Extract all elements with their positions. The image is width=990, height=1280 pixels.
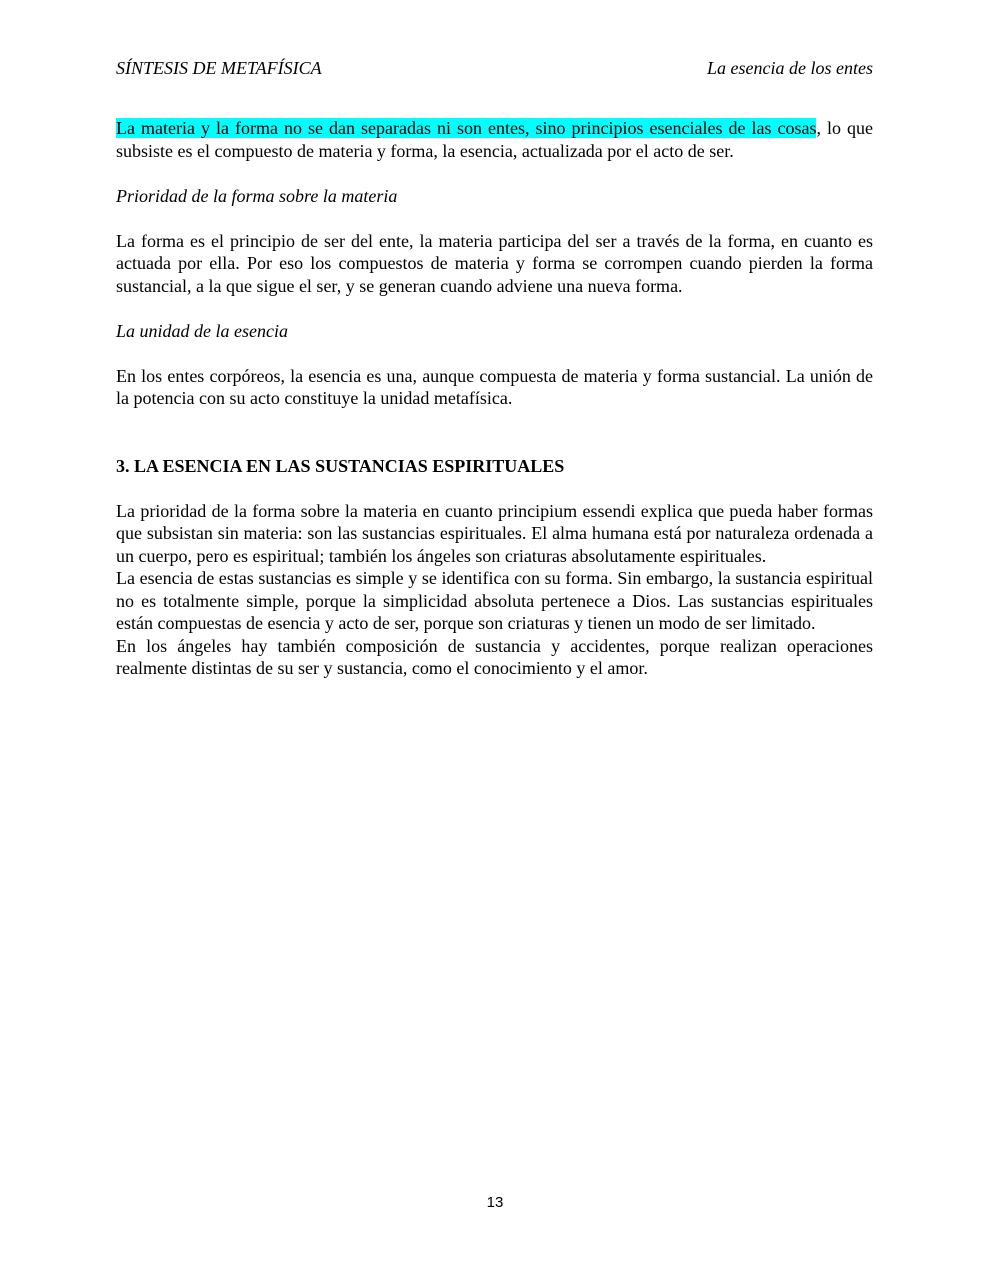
paragraph-prioridad: La forma es el principio de ser del ente, la materia participa del ser a través de la forma, en cuanto es actuada por ella. Por eso los compuestos de materia y forma se corrompen cuando pierden la forma sustancial, a la que sigue el ser, y se generan cuando adviene una nueva forma.	[116, 230, 873, 296]
page-body	[116, 117, 873, 680]
paragraph-unidad: En los entes corpóreos, la esencia es una, aunque compuesta de materia y forma sustancial. La unión de la potencia con su acto constituye la unidad metafísica.	[116, 365, 873, 408]
header-book-title: SÍNTESIS DE METAFÍSICA	[116, 58, 322, 78]
paragraph-sustancias-2: La esencia de estas sustancias es simple y se identifica con su forma. Sin embargo, la sustancia espiritual no es totalmente simple, porque la simplicidad absoluta pertenece a Dios. Las sustancias espirituales están compuestas de esencia y acto de ser, porque son criaturas y tienen un modo de ser limitado.	[116, 568, 873, 633]
section-heading: 3. LA ESENCIA EN LAS SUSTANCIAS ESPIRITUALES	[116, 455, 565, 476]
paragraph-continuation: , lo que subsiste es el compuesto de materia y forma, la esencia, actualizada por el acto de ser.	[116, 118, 873, 161]
paragraph-materia-forma	[116, 117, 873, 162]
paragraph-sustancias-1: La prioridad de la forma sobre la materia en cuanto principium essendi explica que pueda haber formas que subsistan sin materia: son las sustancias espirituales. El alma humana está por naturaleza ordenada a un cuerpo, pero es espiritual; también los ángeles son criaturas absolutamente espirituales.	[116, 500, 873, 566]
page-header	[116, 58, 873, 82]
subheading-unidad: La unidad de la esencia	[116, 320, 288, 341]
page-number: 13	[486, 1194, 504, 1211]
header-chapter-title: La esencia de los entes	[707, 58, 873, 78]
highlighted-text[interactable]: La materia y la forma no se dan separadas ni son entes, sino principios esenciales de las cosas	[116, 118, 817, 138]
paragraph-sustancias-3: En los ángeles hay también composición de sustancia y accidentes, porque realizan operaciones realmente distintas de su ser y sustancia, como el conocimiento y el amor.	[116, 635, 873, 678]
subheading-prioridad: Prioridad de la forma sobre la materia	[116, 185, 398, 206]
